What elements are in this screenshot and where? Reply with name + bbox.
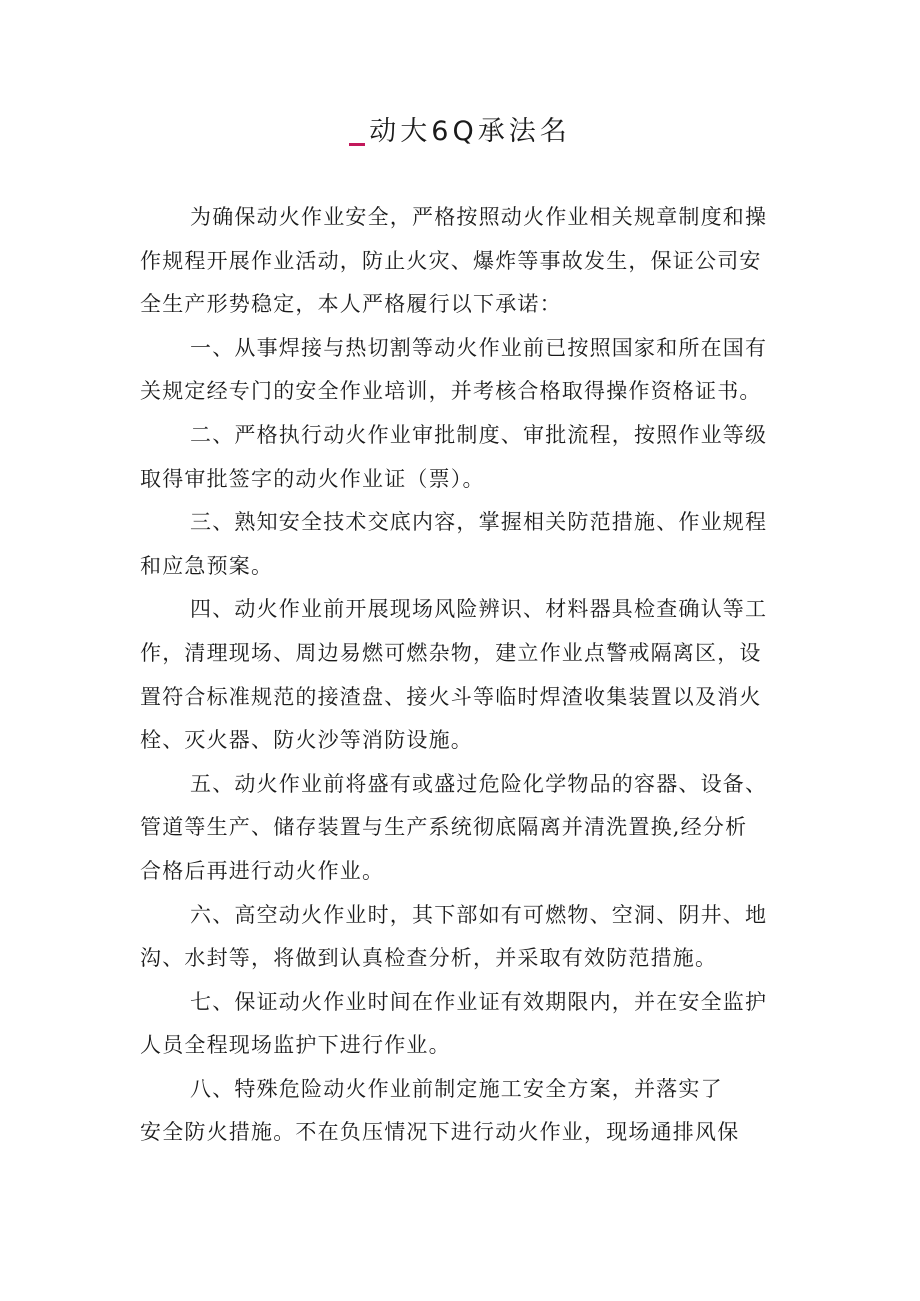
paragraph-line: 四、动火作业前开展现场风险辨识、材料器具检查确认等工 [190, 597, 768, 622]
paragraph-line: 取得审批签字的动火作业证（票）。 [140, 466, 485, 491]
paragraph-item-8 [140, 1068, 800, 1155]
paragraph-line: 一、从事焊接与热切割等动火作业前已按照国家和所在国有 [190, 335, 768, 360]
paragraph-line: 作，清理现场、周边易燃可燃杂物，建立作业点警戒隔离区，设 [140, 640, 762, 665]
paragraph-item-5 [140, 763, 800, 894]
paragraph-item-4 [140, 588, 800, 762]
paragraph-item-6 [140, 894, 800, 981]
paragraph-item-1 [140, 327, 800, 414]
paragraph-line: 二、严格执行动火作业审批制度、审批流程，按照作业等级 [190, 422, 768, 447]
paragraph-item-7 [140, 981, 800, 1068]
paragraph-line: 安全防火措施。不在负压情况下进行动火作业，现场通排风保 [140, 1120, 740, 1145]
paragraph-line: 七、保证动火作业时间在作业证有效期限内，并在安全监护 [190, 989, 768, 1014]
title-text: 动大6Q承法名 [369, 116, 571, 147]
paragraph-line: 作规程开展作业活动，防止火灾、爆炸等事故发生，保证公司安 [140, 248, 762, 273]
paragraph-line: 五、动火作业前将盛有或盛过危险化学物品的容器、设备、 [190, 771, 768, 796]
paragraph-line: 合格后再进行动火作业。 [140, 858, 385, 883]
title-mark [349, 143, 365, 146]
paragraph-line: 置符合标准规范的接渣盘、接火斗等临时焊渣收集装置以及消火 [140, 684, 762, 709]
paragraph-line: 人员全程现场监护下进行作业。 [140, 1033, 451, 1058]
paragraph-line: 管道等生产、储存装置与生产系统彻底隔离并清洗置换,经分析 [140, 815, 748, 840]
paragraph-line: 全生产形势稳定，本人严格履行以下承诺： [140, 292, 562, 317]
paragraph-line: 栓、灭火器、防火沙等消防设施。 [140, 728, 473, 753]
document-body [140, 196, 800, 1155]
paragraph-item-2 [140, 414, 800, 501]
paragraph-line: 为确保动火作业安全，严格按照动火作业相关规章制度和操 [190, 205, 768, 229]
paragraph-line: 和应急预案。 [140, 553, 274, 578]
paragraph-item-3 [140, 501, 800, 588]
paragraph-line: 六、高空动火作业时，其下部如有可燃物、空洞、阴井、地 [190, 902, 768, 927]
paragraph-intro [140, 196, 800, 327]
paragraph-line: 关规定经专门的安全作业培训，并考核合格取得操作资格证书。 [140, 379, 762, 404]
page-title [0, 112, 920, 152]
paragraph-line: 沟、水封等，将做到认真检查分析，并采取有效防范措施。 [140, 946, 718, 971]
paragraph-line: 八、特殊危险动火作业前制定施工安全方案，并落实了 [190, 1076, 723, 1101]
paragraph-line: 三、熟知安全技术交底内容，掌握相关防范措施、作业规程 [190, 510, 768, 535]
